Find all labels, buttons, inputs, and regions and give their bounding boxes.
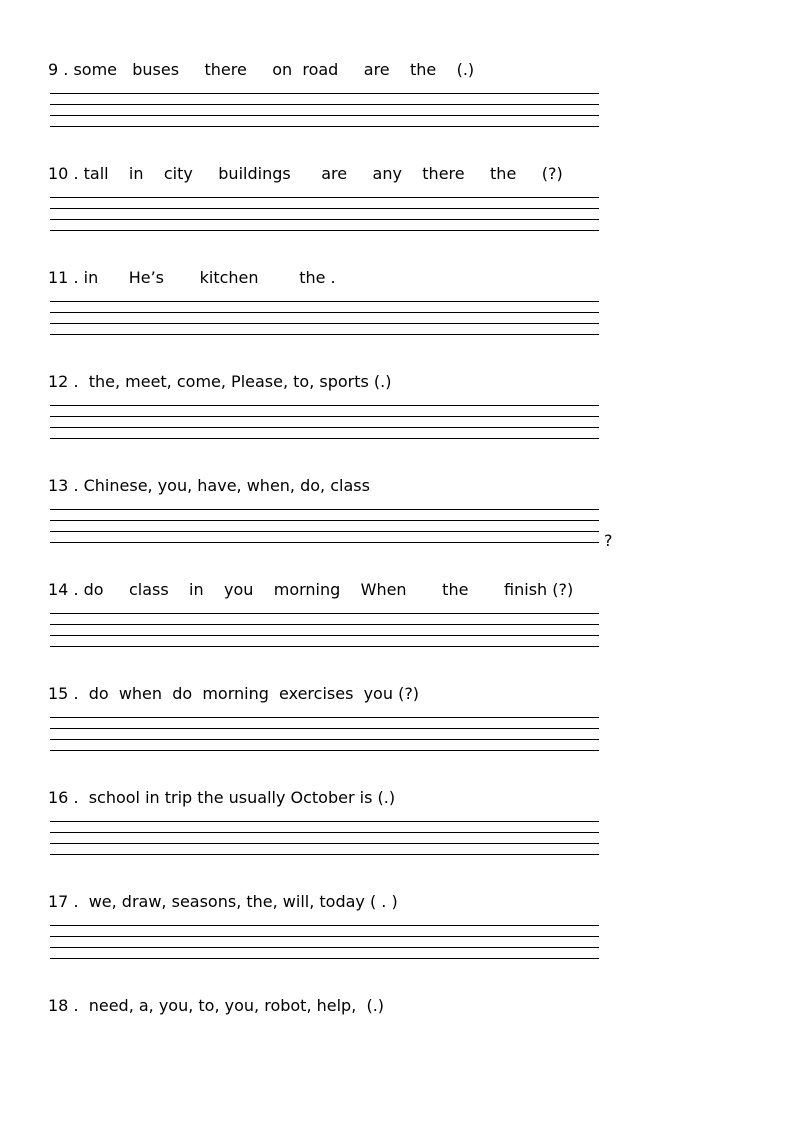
writing-rule [50, 126, 599, 127]
writing-rule [50, 405, 599, 406]
question-mark-end: ? [604, 531, 613, 550]
writing-rule [50, 750, 599, 751]
question-18 [48, 995, 748, 1099]
writing-rule [50, 925, 599, 926]
writing-rule [50, 520, 599, 521]
answer-lines[interactable] [50, 405, 599, 441]
question-prompt: 18 . need, a, you, to, you, robot, help, (.) [48, 996, 385, 1015]
question-prompt: 9 . some buses there on road are the (.) [48, 60, 475, 79]
writing-rule [50, 323, 599, 324]
writing-rule [50, 739, 599, 740]
writing-rule [50, 717, 599, 718]
writing-rule [50, 947, 599, 948]
question-11 [48, 267, 748, 371]
writing-rule [50, 821, 599, 822]
writing-rule [50, 416, 599, 417]
writing-rule [50, 104, 599, 105]
writing-rule [50, 854, 599, 855]
question-13 [48, 475, 748, 579]
writing-rule [50, 219, 599, 220]
answer-lines[interactable] [50, 925, 599, 961]
question-prompt: 13 . Chinese, you, have, when, do, class [48, 476, 370, 495]
question-prompt: 11 . in He’s kitchen the . [48, 268, 336, 287]
question-16 [48, 787, 748, 891]
writing-rule [50, 542, 599, 543]
question-10 [48, 163, 748, 267]
writing-rule [50, 427, 599, 428]
answer-lines[interactable] [50, 301, 599, 337]
writing-rule [50, 93, 599, 94]
writing-rule [50, 635, 599, 636]
writing-rule [50, 646, 599, 647]
writing-rule [50, 301, 599, 302]
writing-rule [50, 613, 599, 614]
question-prompt: 17 . we, draw, seasons, the, will, today ( . ) [48, 892, 398, 911]
writing-rule [50, 115, 599, 116]
question-12 [48, 371, 748, 475]
question-15 [48, 683, 748, 787]
question-prompt: 14 . do class in you morning When the finish (?) [48, 580, 574, 599]
answer-lines[interactable] [50, 197, 599, 233]
writing-rule [50, 197, 599, 198]
question-17 [48, 891, 748, 995]
writing-rule [50, 230, 599, 231]
question-9 [48, 59, 748, 163]
question-prompt: 16 . school in trip the usually October is (.) [48, 788, 396, 807]
answer-lines[interactable] [50, 821, 599, 857]
writing-rule [50, 728, 599, 729]
writing-rule [50, 832, 599, 833]
answer-lines[interactable] [50, 509, 613, 550]
question-prompt: 15 . do when do morning exercises you (?) [48, 684, 420, 703]
question-14 [48, 579, 748, 683]
writing-rule [50, 509, 599, 510]
writing-rule [50, 312, 599, 313]
question-prompt: 10 . tall in city buildings are any there the (?) [48, 164, 563, 183]
writing-rule [50, 624, 599, 625]
answer-lines[interactable] [50, 93, 599, 129]
answer-lines[interactable] [50, 717, 599, 753]
question-prompt: 12 . the, meet, come, Please, to, sports (.) [48, 372, 392, 391]
writing-rule [50, 334, 599, 335]
writing-rule [50, 531, 599, 532]
answer-lines[interactable] [50, 613, 599, 649]
writing-rule [50, 438, 599, 439]
writing-rule [50, 958, 599, 959]
writing-rule [50, 208, 599, 209]
writing-rule [50, 936, 599, 937]
writing-rule [50, 843, 599, 844]
